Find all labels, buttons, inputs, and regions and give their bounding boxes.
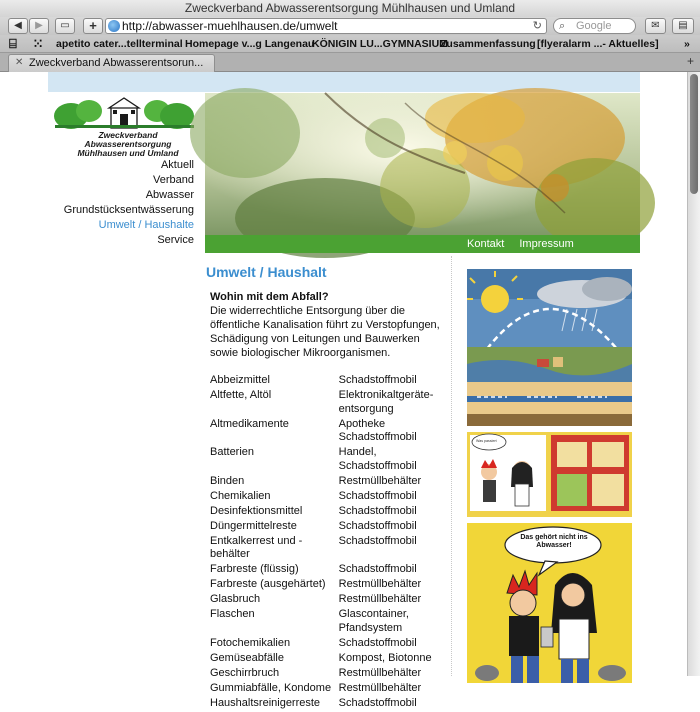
item-cell: Abbeizmittel	[210, 374, 270, 386]
nav-item-service[interactable]: Service	[157, 234, 194, 246]
item-cell: Entkalkerrest und -behälter	[210, 534, 303, 560]
item-cell: Altfette, Altöl	[210, 389, 272, 401]
disposal-cell: Restmüllbehälter	[338, 474, 422, 487]
window-title: Zweckverband Abwasserentsorgung Mühlhausen und Umland	[0, 0, 700, 17]
nav-item-umwelt-haushalte[interactable]: Umwelt / Haushalte	[98, 219, 194, 231]
main-content	[205, 264, 445, 712]
toolbar	[0, 17, 700, 35]
secondary-nav	[205, 235, 640, 253]
intro-text: Die widerrechtliche Entsorgung über die öffentliche Kanalisation führt zu Verstopfungen, Schädigung von Leitungen und Bauwerken sowie biologischer Mikroorganismen.	[210, 305, 440, 359]
item-cell: Altmedikamente	[210, 417, 289, 430]
disposal-cell: Restmüllbehälter	[338, 666, 422, 679]
table-row	[210, 475, 445, 489]
add-bookmark-button[interactable]: +	[83, 18, 103, 34]
logo-text-line1: Zweckverband Abwasserentsorgung	[84, 130, 172, 149]
book-icon[interactable]: ⌸	[9, 36, 17, 51]
back-button[interactable]: ◀	[8, 18, 28, 34]
table-row	[210, 578, 445, 592]
scrollbar-thumb[interactable]	[690, 74, 698, 194]
table-row	[210, 593, 445, 607]
print-button[interactable]	[55, 18, 75, 34]
nav-item-verband[interactable]: Verband	[153, 174, 194, 186]
table-row	[210, 535, 445, 562]
more-bookmarks-icon[interactable]: »	[684, 38, 690, 50]
item-cell: Binden	[210, 474, 245, 487]
globe-icon	[108, 20, 120, 32]
link-impressum[interactable]: Impressum	[519, 238, 574, 250]
intro	[210, 290, 445, 360]
url-text: http://abwasser-muehlhausen.de/umwelt	[122, 19, 338, 33]
table-row	[210, 563, 445, 577]
disposal-cell: Restmüllbehälter	[338, 593, 422, 605]
table-row	[210, 667, 445, 681]
printer-icon: ▭	[60, 20, 70, 31]
comic-strip-image[interactable]	[467, 432, 632, 517]
table-row	[210, 374, 445, 388]
bookmark-item[interactable]: apetito cater...tellterminal	[56, 38, 183, 50]
item-cell: Batterien	[210, 446, 255, 458]
web-page	[0, 72, 687, 709]
disposal-table	[210, 374, 445, 710]
page-menu-button[interactable]	[672, 18, 694, 34]
logo[interactable]	[53, 99, 196, 158]
browser-chrome	[0, 0, 700, 72]
disposal-cell: Elektronikaltgeräte-entsorgung	[338, 389, 434, 415]
disposal-cell: Restmüllbehälter	[338, 681, 422, 694]
svg-text:Was passiert: Was passiert	[476, 439, 497, 443]
item-cell: Gummiabfälle, Kondome	[210, 681, 332, 694]
intro-subtitle: Wohin mit dem Abfall?	[210, 291, 329, 303]
disposal-cell: Glascontainer, Pfandsystem	[338, 608, 409, 634]
item-cell: Haushaltsreinigerreste	[210, 696, 321, 709]
envelope-icon: ✉	[651, 20, 660, 31]
speech-bubble-text: Das gehört nicht ins Abwasser!	[520, 534, 588, 549]
bookmark-item[interactable]: [flyeralarm ...- Aktuelles]	[537, 38, 659, 50]
table-row	[210, 505, 445, 519]
disposal-cell: Schadstoffmobil	[338, 374, 417, 386]
search-field[interactable]	[553, 18, 636, 34]
table-row	[210, 697, 445, 711]
disposal-cell: Schadstoffmobil	[338, 504, 417, 517]
item-cell: Flaschen	[210, 608, 255, 620]
disposal-cell: Apotheke Schadstoffmobil	[338, 417, 417, 443]
link-kontakt[interactable]: Kontakt	[467, 238, 505, 250]
tab-bar	[0, 53, 700, 72]
bookmark-item[interactable]: Homepage v...g Langenau	[185, 38, 315, 50]
item-cell: Desinfektionsmittel	[210, 504, 303, 517]
comic-poster-image[interactable]	[467, 523, 632, 683]
item-cell: Farbreste (flüssig)	[210, 563, 299, 575]
item-cell: Farbreste (ausgehärtet)	[210, 578, 326, 590]
bookmark-item[interactable]: KÖNIGIN LU...GYMNASIUM	[312, 38, 448, 50]
tab-active[interactable]	[8, 54, 215, 72]
table-row	[210, 389, 445, 416]
search-icon: ⌕	[559, 20, 566, 32]
table-row	[210, 520, 445, 534]
water-cycle-image[interactable]	[467, 269, 632, 426]
search-placeholder: Google	[576, 20, 612, 32]
nav-item-grundstuecksentwaesserung[interactable]: Grundstücksentwässerung	[63, 204, 194, 216]
close-tab-icon[interactable]: ✕	[15, 57, 24, 68]
disposal-cell: Schadstoffmobil	[338, 534, 417, 547]
disposal-cell: Restmüllbehälter	[338, 578, 422, 590]
tab-label: Zweckverband Abwasserentsorun...	[29, 57, 204, 69]
logo-text-line2: Mühlhausen und Umland	[77, 148, 179, 158]
item-cell: Düngermittelreste	[210, 519, 297, 532]
disposal-cell: Schadstoffmobil	[338, 636, 417, 649]
table-row	[210, 682, 445, 696]
nav-item-aktuell[interactable]: Aktuell	[160, 159, 194, 171]
grid-icon[interactable]: ⁙	[33, 37, 44, 51]
table-row	[210, 490, 445, 504]
table-row	[210, 652, 445, 666]
page-title: Umwelt / Haushalt	[206, 264, 327, 280]
disposal-cell: Kompost, Biotonne	[338, 651, 432, 664]
mail-button[interactable]	[645, 18, 666, 34]
sidebar-images	[467, 269, 632, 683]
main-nav	[48, 158, 194, 248]
table-row	[210, 446, 445, 473]
item-cell: Gemüseabfälle	[210, 651, 284, 664]
table-row	[210, 418, 445, 445]
disposal-cell: Schadstoffmobil	[338, 519, 417, 532]
disposal-cell: Schadstoffmobil	[338, 696, 417, 709]
item-cell: Glasbruch	[210, 593, 261, 605]
column-divider	[451, 256, 452, 676]
disposal-cell: Schadstoffmobil	[338, 563, 417, 575]
page-icon: ▤	[678, 20, 688, 31]
table-row	[210, 608, 445, 635]
table-row	[210, 637, 445, 651]
scrollbar[interactable]	[687, 72, 700, 676]
nav-item-abwasser[interactable]: Abwasser	[145, 189, 194, 201]
disposal-cell: Schadstoffmobil	[338, 489, 417, 502]
reload-icon[interactable]: ↻	[532, 20, 542, 32]
disposal-cell: Handel, Schadstoffmobil	[338, 446, 417, 472]
address-bar[interactable]	[105, 18, 547, 34]
item-cell: Chemikalien	[210, 489, 271, 502]
header-photo	[205, 93, 640, 253]
item-cell: Geschirrbruch	[210, 666, 280, 679]
bookmark-item[interactable]: Zusammenfassung	[440, 38, 536, 50]
bookmarks-bar	[0, 35, 700, 53]
new-tab-icon[interactable]: +	[686, 54, 694, 68]
item-cell: Fotochemikalien	[210, 636, 291, 649]
forward-button[interactable]: ▶	[29, 18, 49, 34]
